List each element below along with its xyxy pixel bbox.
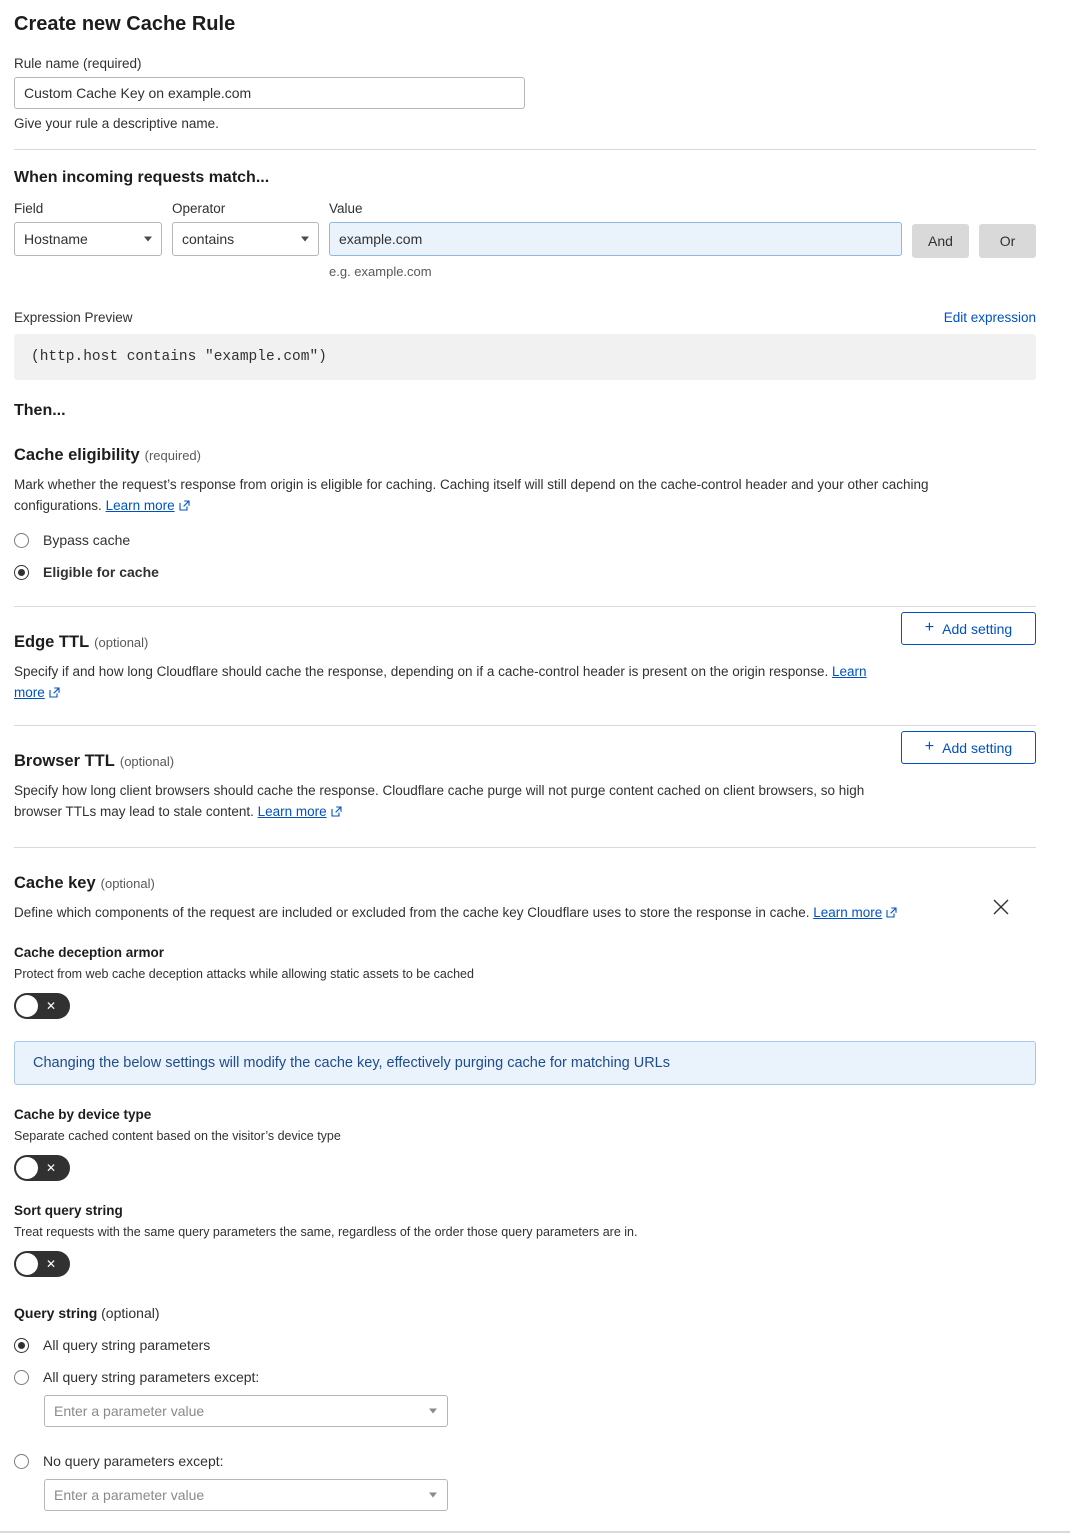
operator-select-value: contains	[182, 231, 235, 247]
cache-key-description	[14, 902, 1014, 923]
cache-key-learn-more-link[interactable]: Learn more	[813, 905, 883, 921]
toggle-knob	[16, 1157, 38, 1179]
expression-header	[14, 310, 1036, 325]
none-except-parameter-placeholder: Enter a parameter value	[54, 1487, 205, 1504]
field-column	[14, 201, 162, 256]
browser-ttl-add-setting-label: Add setting	[942, 739, 1013, 756]
sort-query-string-toggle[interactable]	[14, 1251, 70, 1277]
cache-key-optional: (optional)	[100, 876, 155, 892]
and-button[interactable]: And	[912, 224, 969, 258]
match-heading: When incoming requests match...	[14, 169, 270, 186]
query-string-optional: (optional)	[101, 1305, 160, 1322]
or-button[interactable]: Or	[979, 224, 1036, 258]
radio-all-query-string-parameters[interactable]	[14, 1337, 1036, 1353]
radio-icon	[14, 533, 29, 548]
radio-all-except-label: All query string parameters except:	[43, 1369, 260, 1386]
cache-key-description-text: Define which components of the request are included or excluded from the cache key Cloudflare uses to store the response in cache.	[14, 905, 814, 921]
toggle-knob	[16, 995, 38, 1017]
value-label: Value	[329, 201, 363, 216]
cache-eligibility-description	[14, 474, 1014, 516]
toggle-off-icon: ✕	[45, 1161, 56, 1176]
edge-ttl-description-text: Specify if and how long Cloudflare should cache the response, depending on if a cache-control header is present on the origin response.	[14, 664, 833, 680]
page-title: Create new Cache Rule	[14, 13, 236, 35]
cache-eligibility-title	[14, 446, 1036, 465]
sort-query-string-description: Treat requests with the same query parameters the same, regardless of the order those query parameters are in.	[14, 1225, 638, 1240]
edge-ttl-learn-more-link[interactable]: Learn more	[14, 664, 867, 701]
browser-ttl-left	[14, 726, 901, 822]
plus-icon: +	[924, 618, 935, 636]
cache-eligibility-title-text: Cache eligibility	[14, 446, 140, 464]
radio-eligible-for-cache[interactable]	[14, 564, 1036, 580]
edit-expression-link[interactable]: Edit expression	[943, 310, 1036, 325]
radio-all-query-string-parameters-label: All query string parameters	[43, 1337, 211, 1354]
edge-ttl-title-text: Edge TTL	[14, 633, 90, 652]
browser-ttl-description-text: Specify how long client browsers should cache the response. Cloudflare cache purge will not purge content cached on client browsers, so high browser TTLs may lead to stale content.	[14, 783, 865, 820]
cache-eligibility-required: (required)	[144, 448, 201, 463]
cache-key-title	[14, 874, 1036, 893]
edge-ttl-title	[14, 633, 881, 652]
browser-ttl-title-text: Browser TTL	[14, 752, 115, 771]
radio-eligible-for-cache-label: Eligible for cache	[43, 564, 159, 581]
chevron-down-icon	[144, 237, 152, 242]
expression-preview-label: Expression Preview	[14, 310, 133, 325]
external-link-icon	[331, 806, 342, 817]
edge-ttl-left	[14, 607, 901, 703]
field-select[interactable]	[14, 222, 162, 256]
sort-query-string-title: Sort query string	[14, 1203, 123, 1219]
rule-name-label: Rule name (required)	[14, 56, 142, 71]
operator-label: Operator	[172, 201, 226, 216]
logic-buttons	[912, 201, 1036, 258]
then-heading: Then...	[14, 402, 66, 419]
cache-eligibility-description-text: Mark whether the request’s response from origin is eligible for caching. Caching itself will still depend on the cache-control header and your other caching configurations.	[14, 477, 929, 514]
plus-icon: +	[924, 737, 935, 755]
browser-ttl-title	[14, 752, 881, 771]
radio-icon-selected	[14, 1338, 29, 1353]
cache-deception-armor-title: Cache deception armor	[14, 945, 165, 961]
field-select-value: Hostname	[24, 231, 88, 247]
external-link-icon	[179, 500, 190, 511]
rule-name-help: Give your rule a descriptive name.	[14, 116, 219, 131]
close-icon[interactable]	[990, 896, 1012, 918]
edge-ttl-section	[14, 607, 1036, 703]
browser-ttl-learn-more-link[interactable]: Learn more	[257, 804, 327, 820]
value-input[interactable]	[329, 222, 902, 256]
match-row	[14, 201, 1036, 279]
value-help: e.g. example.com	[329, 264, 432, 279]
external-link-icon	[886, 907, 897, 918]
radio-icon-selected	[14, 565, 29, 580]
query-string-title	[14, 1305, 1036, 1321]
browser-ttl-add-setting-button[interactable]	[901, 731, 1036, 764]
radio-bypass-cache-label: Bypass cache	[43, 532, 131, 549]
radio-icon	[14, 1370, 29, 1385]
edge-ttl-add-setting-button[interactable]	[901, 612, 1036, 645]
operator-column	[172, 201, 319, 256]
browser-ttl-description	[14, 780, 881, 822]
divider	[14, 149, 1036, 150]
radio-icon	[14, 1454, 29, 1469]
cache-by-device-type-toggle[interactable]	[14, 1155, 70, 1181]
query-string-title-text: Query string	[14, 1305, 98, 1322]
radio-bypass-cache[interactable]	[14, 532, 1036, 548]
edge-ttl-optional: (optional)	[94, 635, 149, 651]
cache-key-warning-notice: Changing the below settings will modify the cache key, effectively purging cache for matching URLs	[14, 1041, 1036, 1085]
none-except-parameter-select[interactable]	[44, 1479, 448, 1511]
radio-all-except[interactable]	[14, 1369, 1036, 1385]
divider	[14, 847, 1036, 848]
radio-none-except-label: No query parameters except:	[43, 1453, 224, 1470]
chevron-down-icon	[429, 1493, 437, 1498]
cache-key-title-text: Cache key	[14, 874, 96, 893]
toggle-off-icon: ✕	[45, 1257, 56, 1272]
cache-eligibility-learn-more-link[interactable]: Learn more	[105, 498, 175, 514]
all-except-parameter-placeholder: Enter a parameter value	[54, 1403, 205, 1420]
all-except-parameter-select[interactable]	[44, 1395, 448, 1427]
expression-preview-box: (http.host contains "example.com")	[14, 334, 1036, 380]
toggle-off-icon: ✕	[45, 999, 56, 1014]
chevron-down-icon	[429, 1409, 437, 1414]
browser-ttl-optional: (optional)	[119, 754, 175, 770]
cache-by-device-type-description: Separate cached content based on the visitor’s device type	[14, 1129, 341, 1144]
cache-key-section	[14, 874, 1036, 1511]
field-label: Field	[14, 201, 44, 216]
rule-name-input[interactable]	[14, 77, 525, 109]
browser-ttl-section	[14, 726, 1036, 822]
edge-ttl-description	[14, 661, 881, 703]
toggle-knob	[16, 1253, 38, 1275]
external-link-icon	[49, 687, 60, 698]
value-column	[329, 201, 902, 279]
operator-select[interactable]	[172, 222, 319, 256]
chevron-down-icon	[301, 237, 309, 242]
edge-ttl-add-setting-label: Add setting	[942, 620, 1013, 637]
radio-none-except[interactable]	[14, 1453, 1036, 1469]
cache-deception-armor-toggle[interactable]	[14, 993, 70, 1019]
cache-deception-armor-description: Protect from web cache deception attacks while allowing static assets to be cached	[14, 967, 474, 982]
cache-by-device-type-title: Cache by device type	[14, 1107, 152, 1123]
